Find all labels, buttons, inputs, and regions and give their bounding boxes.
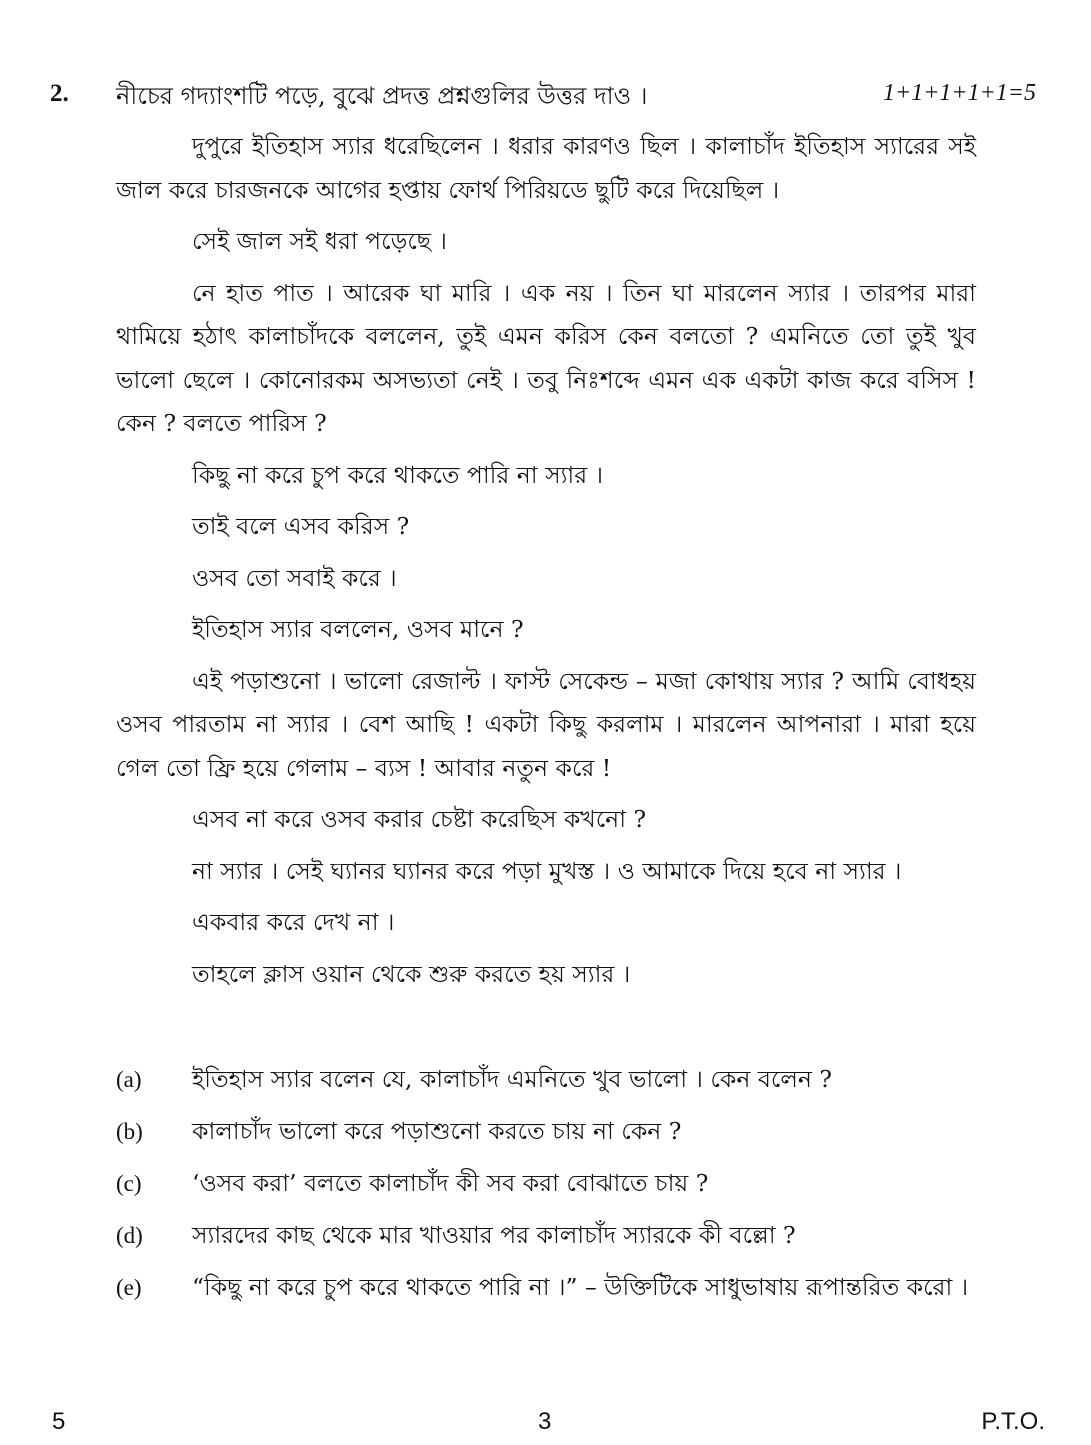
question-instruction: নীচের গদ্যাংশটি পড়ে, বুঝে প্রদত্ত প্রশ্নগুলির উত্তর দাও । <box>116 82 648 110</box>
subquestion-label: (e) <box>116 1275 142 1300</box>
passage <box>116 125 976 996</box>
subquestion-text: কালাচাঁদ ভালো করে পড়াশুনো করতে চায় না কেন ? <box>192 1117 682 1145</box>
passage-paragraph: কিছু না করে চুপ করে থাকতে পারি না স্যার । <box>192 460 604 489</box>
footer-code: 5 <box>52 1408 66 1435</box>
pto-label: P.T.O. <box>981 1408 1045 1435</box>
subquestion-b <box>116 1110 976 1153</box>
subquestion-text: ইতিহাস স্যার বলেন যে, কালাচাঁদ এমনিতে খুব ভালো । কেন বলেন ? <box>192 1065 832 1093</box>
subquestion-text: “কিছু না করে চুপ করে থাকতে পারি না ।” – উক্তিটিকে সাধুভাষায় রূপান্তরিত করো । <box>192 1273 969 1301</box>
passage-paragraph: নে হাত পাত । আরেক ঘা মারি । এক নয় । তিন ঘা মারলেন স্যার । তারপর মারা থামিয়ে হঠাৎ কালাচাঁদকে বললেন, তুই এমন করিস কেন বলতো ? এমনিতে তো তুই খুব ভালো ছেলে । কোনোরকম অসভ্যতা নেই । তবু নিঃশব্দে এমন এক একটা কাজ করে বসিস ! কেন ? বলতে পারিস ? <box>116 278 976 437</box>
subquestion-text: ‘ওসব করা’ বলতে কালাচাঁদ কী সব করা বোঝাতে চায় ? <box>192 1169 709 1197</box>
subquestion-list <box>116 1058 976 1318</box>
subquestion-text: স্যারদের কাছ থেকে মার খাওয়ার পর কালাচাঁদ স্যারকে কী বল্লো ? <box>192 1221 796 1249</box>
passage-paragraph: দুপুরে ইতিহাস স্যার ধরেছিলেন । ধরার কারণও ছিল । কালাচাঁদ ইতিহাস স্যারের সই জাল করে চারজনকে আগের হপ্তায় ফোর্থ পিরিয়ডে ছুটি করে দিয়েছিল । <box>116 132 976 204</box>
passage-paragraph: না স্যার । সেই ঘ্যানর ঘ্যানর করে পড়া মুখস্ত । ও আমাকে দিয়ে হবে না স্যার । <box>192 856 902 885</box>
subquestion-d <box>116 1214 976 1257</box>
subquestion-label: (b) <box>116 1119 143 1144</box>
subquestion-e <box>116 1266 976 1309</box>
subquestion-label: (c) <box>116 1171 142 1196</box>
passage-paragraph: ইতিহাস স্যার বললেন, ওসব মানে ? <box>192 615 524 643</box>
page-number: 3 <box>538 1408 552 1435</box>
passage-paragraph: সেই জাল সই ধরা পড়েছে । <box>192 227 447 255</box>
question-header <box>50 78 1040 118</box>
passage-paragraph: ওসব তো সবাই করে । <box>192 563 397 592</box>
subquestion-label: (a) <box>116 1067 142 1092</box>
passage-paragraph: তাহলে ক্লাস ওয়ান থেকে শুরু করতে হয় স্যার । <box>192 959 631 988</box>
question-marks: 1+1+1+1+1=5 <box>883 80 1036 106</box>
subquestion-a <box>116 1058 976 1101</box>
page-footer <box>0 1408 1091 1442</box>
passage-paragraph: এই পড়াশুনো । ভালো রেজাল্ট । ফাস্ট সেকেন্ড – মজা কোথায় স্যার ? আমি বোধহয় ওসব পারতাম না স্যার । বেশ আছি ! একটা কিছু করলাম । মারলেন আপনারা । মারা হয়ে গেল তো ফ্রি হয়ে গেলাম – ব্যস ! আবার নতুন করে ! <box>116 666 976 782</box>
subquestion-c <box>116 1162 976 1205</box>
question-number: 2. <box>50 80 69 107</box>
passage-paragraph: একবার করে দেখ না । <box>192 908 395 936</box>
passage-paragraph: এসব না করে ওসব করার চেষ্টা করেছিস কখনো ? <box>192 805 647 833</box>
subquestion-label: (d) <box>116 1223 143 1248</box>
passage-paragraph: তাই বলে এসব করিস ? <box>192 512 410 540</box>
